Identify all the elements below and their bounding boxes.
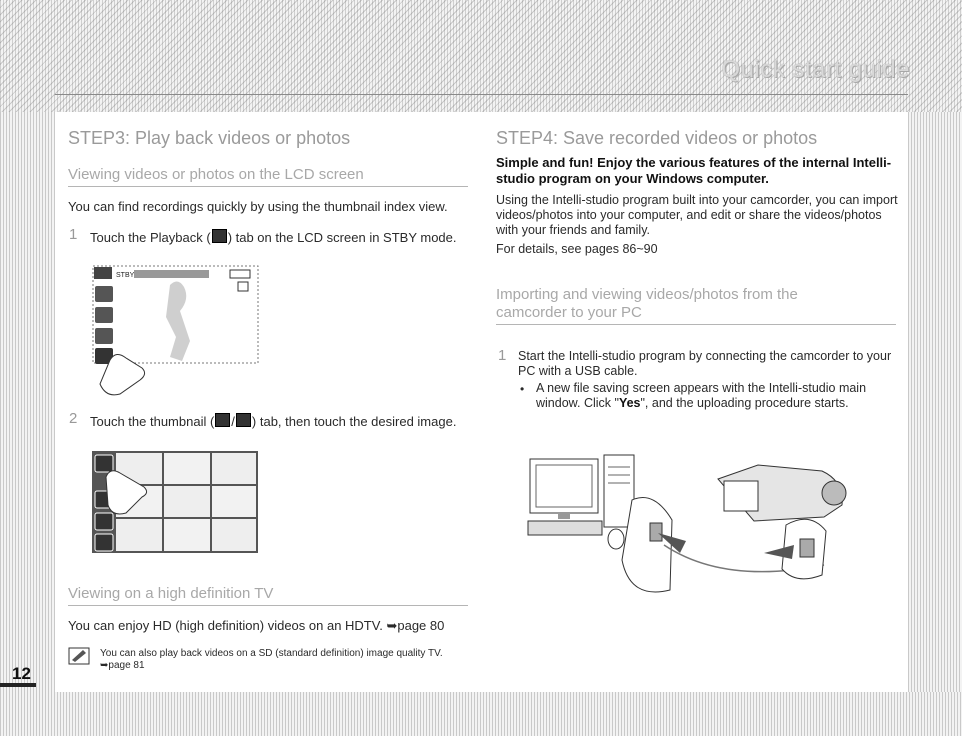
page-ref-arrow-icon: ➥ xyxy=(100,660,109,671)
lcd-section-rule xyxy=(68,186,468,187)
header-rule xyxy=(55,94,908,95)
pc-camcorder-illustration xyxy=(524,445,860,595)
import-section-rule xyxy=(496,324,896,325)
hdtv-section-heading: Viewing on a high definition TV xyxy=(68,585,274,602)
camcorder-usb-port-icon xyxy=(800,539,814,557)
left-margin-band xyxy=(0,112,55,692)
footer-band xyxy=(0,692,962,736)
step4-title: STEP4: Save recorded videos or photos xyxy=(496,128,818,148)
thumbnail-grid-illustration xyxy=(92,451,260,555)
step4-details: For details, see pages 86~90 xyxy=(496,242,658,256)
step-number-1: 1 xyxy=(498,347,507,364)
folder-icon xyxy=(95,534,113,551)
import-section-heading: Importing and viewing videos/photos from the camcorder to your PC xyxy=(496,286,798,321)
bullet-dot: • xyxy=(520,382,525,396)
playback-icon xyxy=(95,286,113,302)
monitor-screen xyxy=(536,465,592,507)
status-bar xyxy=(134,270,209,278)
zoom-icon xyxy=(95,328,113,344)
stby-label: STBY xyxy=(116,272,135,279)
lcd-step-1-text: Touch the Playback ( ) tab on the LCD screen in STBY mode. xyxy=(90,230,457,245)
step3-title: STEP3: Play back videos or photos xyxy=(68,128,351,148)
mode-icon xyxy=(94,267,112,279)
lcd-intro-text: You can find recordings quickly by using the thumbnail index view. xyxy=(68,199,448,214)
thumbnail-2 xyxy=(164,453,210,484)
playback-tab-icon xyxy=(212,229,227,243)
hdtv-text: You can enjoy HD (high definition) videos on an HDTV. ➥page 80 xyxy=(68,618,445,633)
lcd-step-2-text: Touch the thumbnail ( / ) tab, then touch the desired image. xyxy=(90,414,457,429)
connector-arrow xyxy=(764,545,794,559)
import-bullet-text: A new file saving screen appears with the Intelli-studio main window. Click "Yes", and the uploading procedure starts. xyxy=(536,381,867,410)
page-number-bar xyxy=(0,683,36,687)
keyboard xyxy=(528,521,602,535)
page-header-title: Quick start guide xyxy=(721,56,910,83)
lcd-section-heading: Viewing videos or photos on the LCD screen xyxy=(68,166,364,183)
monitor-stand xyxy=(558,513,570,519)
yes-label: Yes xyxy=(618,396,641,410)
usb-port-icon xyxy=(650,523,662,541)
thumbnail-6 xyxy=(212,486,256,517)
camcorder-lcd xyxy=(724,481,758,511)
hdtv-section-rule xyxy=(68,605,468,606)
delete-icon xyxy=(95,513,113,530)
sd-tv-note: You can also play back videos on a SD (standard definition) image quality TV. ➥page 81 xyxy=(100,648,443,671)
video-thumbnail-tab-icon xyxy=(95,455,113,472)
right-margin-band xyxy=(908,112,962,692)
settings-icon xyxy=(95,307,113,323)
page-number: 12 xyxy=(12,664,31,683)
thumbnail-9 xyxy=(212,519,256,551)
step4-body: Using the Intelli-studio program built into your camcorder, you can import videos/photos into your computer, and edit or share the videos/photos with your friends and family. xyxy=(496,193,898,237)
thumbnail-7 xyxy=(116,519,162,551)
thumbnail-3 xyxy=(212,453,256,484)
mouse xyxy=(608,529,624,549)
video-thumbnail-icon xyxy=(215,413,230,427)
import-step-1-text: Start the Intelli-studio program by connecting the camcorder to your PC with a USB cable. xyxy=(518,349,892,378)
page-ref-arrow-icon: ➥ xyxy=(386,618,398,633)
camcorder-lens xyxy=(822,481,846,505)
step4-lead: Simple and fun! Enjoy the various features of the internal Intelli-studio program on your Windows computer. xyxy=(496,155,892,186)
thumbnail-8 xyxy=(164,519,210,551)
lcd-stby-illustration xyxy=(92,265,262,400)
step-number-2: 2 xyxy=(69,410,78,427)
thumbnail-5 xyxy=(164,486,210,517)
note-icon xyxy=(68,647,90,665)
step-number-1: 1 xyxy=(69,226,78,243)
photo-thumbnail-icon xyxy=(236,413,251,427)
